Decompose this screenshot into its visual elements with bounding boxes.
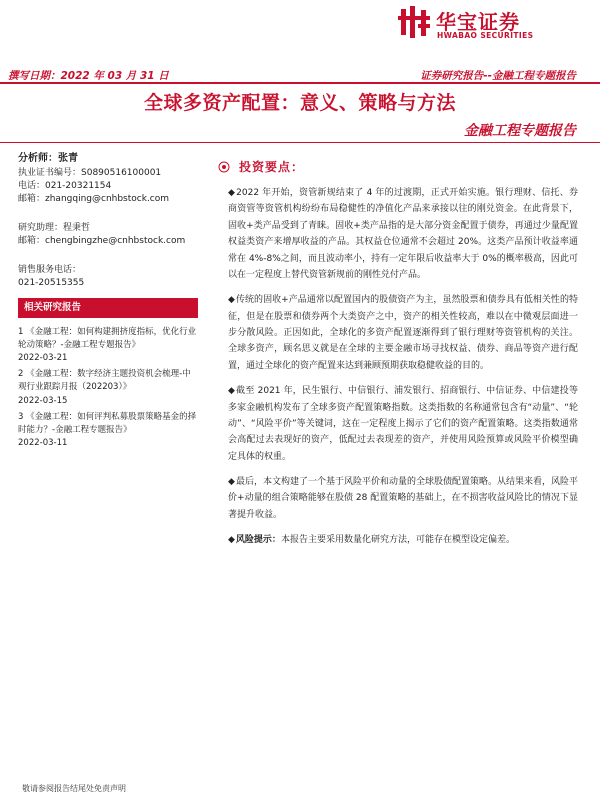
sales-phone: 021-20515355 — [18, 277, 85, 288]
highlight-paragraph — [228, 292, 578, 374]
highlight-paragraph — [228, 383, 578, 465]
related-reports-header: 相关研究报告 — [18, 298, 198, 318]
author-sidebar — [18, 150, 198, 454]
paragraph-text: 最后，本文构建了一个基于风险平价和动量的全球股债配置策略。从结果来看，风险平价+动量的组合策略能够在股债 28 配置策略的基础上，在不损害收益风险比的情况下显著提升收益。 — [228, 477, 579, 520]
highlight-paragraph — [228, 474, 578, 523]
diamond-bullet-icon: ◆ — [228, 386, 236, 397]
paragraph-text: 2022 年开始，资管新规结束了 4 年的过渡期，正式开始实施。银行理财、信托、券商资管等资管机构纷纷布局稳健性的净值化产品来承接以往的刚兑资金。在此背景下，固收+类产品受到了青睐。固收+类产品指的是大部分资金配置于债券，再通过少量配置权益类资产来增厚收益的产品。其权益仓位通常不会超过 20%。这类产品预计收益率通常在 4%-8%之间，而且波动率小，持有一定年限后收益率大于 0%的概率极高，因此可以在一定程度上替代资管新规前的刚性兑付产品。 — [228, 188, 578, 280]
related-report-item[interactable]: 2 《金融工程：数字经济主题投资机会梳理-中观行业跟踪月报（202203）》 — [18, 369, 191, 393]
risk-warning — [228, 532, 578, 548]
highlights-title: 投资要点： — [239, 160, 305, 174]
diamond-bullet-icon: ◆ — [228, 477, 235, 487]
related-report-item[interactable]: 1 《金融工程：如何构建拥挤度指标，优化行业轮动策略？-金融工程专题报告》 — [18, 326, 197, 350]
assistant-email[interactable]: 邮箱：chengbingzhe@cnhbstock.com — [18, 235, 186, 246]
analyst-email[interactable]: 邮箱：zhangqing@cnhbstock.com — [18, 193, 170, 204]
hwabao-logo-icon — [398, 6, 430, 38]
related-report-item[interactable]: 3 《金融工程：如何评判私募股票策略基金的择时能力？-金融工程专题报告》 — [18, 411, 197, 436]
report-subtitle: 金融工程专题报告 — [464, 123, 576, 139]
risk-label: 风险提示： — [235, 535, 281, 546]
research-assistant: 研究助理：程秉哲 — [18, 222, 91, 233]
header-divider — [0, 82, 600, 84]
title-divider — [0, 142, 600, 143]
brand-logo — [398, 4, 580, 44]
diamond-bullet-icon: ◆ — [228, 535, 235, 546]
sales-label: 销售服务电话： — [18, 264, 82, 275]
highlights-heading — [218, 158, 578, 175]
analyst-phone: 电话：021-20321154 — [18, 180, 112, 191]
risk-text: 本报告主要采用数量化研究方法，可能存在模型设定偏差。 — [280, 535, 515, 546]
analyst-name: 分析师：张青 — [18, 153, 78, 164]
diamond-bullet-icon: ◆ — [228, 295, 235, 306]
brand-name-en: HWABAO SECURITIES — [437, 31, 534, 40]
brand-name-cn: 华宝证券 — [436, 10, 520, 34]
related-report-date: 2022-03-15 — [18, 395, 68, 406]
diamond-bullet-icon: ◆ — [228, 188, 236, 198]
page-title: 全球多资产配置：意义、策略与方法 — [143, 92, 456, 114]
related-report-date: 2022-03-21 — [18, 352, 68, 363]
paragraph-text: 传统的固收+产品通常以配置国内的股债资产为主，虽然股票和债券具有低相关性的特征，但是在股票和债券两个大类资产之中，资产的相关性较高，难以在中微观层面进一步分散风险。正因如此，全球化的多资产配置逐渐得到了银行理财等资管机构的关注。全球多资产，顾名思义就是在全球的主要金融市场寻找权益、债券、商品等资产进行配置，通过全球化的资产配置来达到兼顾预期获取稳健收益的目的。 — [228, 295, 579, 371]
license-number: 执业证书编号：S0890516100001 — [18, 167, 162, 178]
bullseye-icon — [218, 161, 230, 173]
paragraph-text: 截至 2021 年，民生银行、中信银行、浦发银行、招商银行、中信证券、中信建投等多家金融机构发布了全球多资产配置策略指数。这类指数的名称通常包含有“动量”、“轮动”、“风险平价”等关键词，这在一定程度上揭示了它们的资产配置策略。这类指数通常会高配过去表现好的资产，低配过去表现差的资产，并使用风险预算或风险平价模型确定具体的权重。 — [228, 386, 578, 462]
footer-disclaimer: 敬请参阅报告结尾处免责声明 — [22, 784, 126, 793]
investment-highlights — [228, 158, 578, 558]
highlight-paragraph — [228, 185, 578, 283]
related-report-date: 2022-03-11 — [18, 438, 68, 449]
report-date: 撰写日期：2022 年 03 月 31 日 — [8, 70, 169, 82]
report-type: 证券研究报告--金融工程专题报告 — [420, 70, 576, 82]
